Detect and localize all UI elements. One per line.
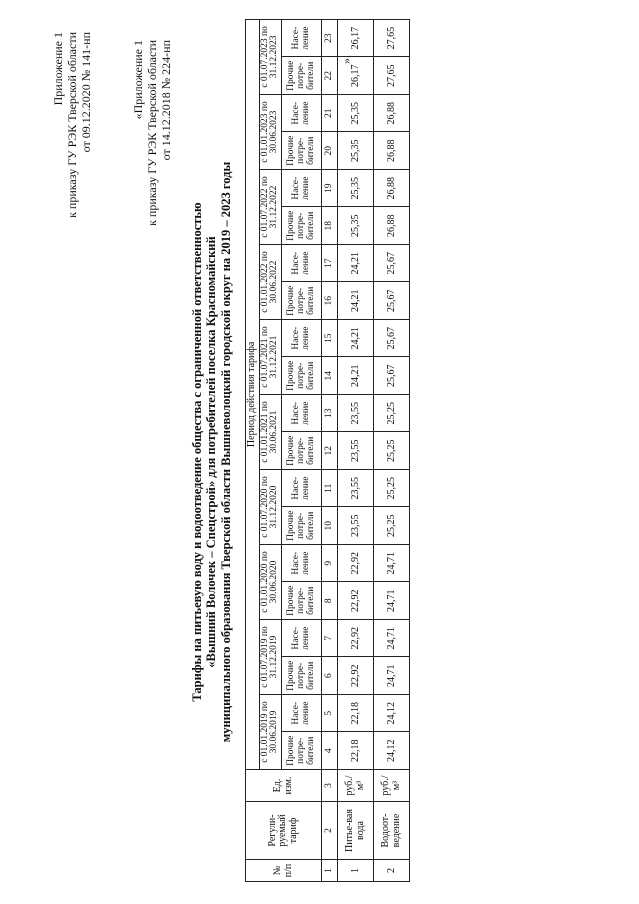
subheader-other: Прочие потре-бители (282, 282, 322, 320)
row-number: 1 (338, 860, 374, 882)
tariff-value: 24,21 (338, 282, 374, 320)
column-number: 12 (322, 432, 338, 470)
annex-title: Приложение 1 (51, 32, 65, 106)
subheader-other: Прочие потре-бители (282, 207, 322, 245)
column-number: 6 (322, 657, 338, 695)
annex-reference-old (132, 40, 173, 340)
annex-order-ref: к приказу ГУ РЭК Тверской области (144, 40, 159, 226)
title-line: муниципального образования Тверской области Вышневолоцкий городской округ на 2019 – 2023 годы (218, 161, 233, 743)
period-header: с 01.01.2021 по 30.06.2021 (259, 395, 282, 470)
tariff-value: 23,55 (338, 395, 374, 433)
subheader-other: Прочие потре-бители (282, 582, 322, 620)
period-header: с 01.07.2023 по 31.12.2023 (259, 19, 282, 94)
tariff-value: 22,92 (338, 620, 374, 658)
tariff-value: 25,35 (338, 95, 374, 133)
tariff-value: 23,55 (338, 470, 374, 508)
tariff-unit: руб./м³ (374, 770, 410, 802)
subheader-other: Прочие потре-бители (282, 657, 322, 695)
tariff-unit: руб./м³ (338, 770, 374, 802)
tariff-value: 24,21 (338, 245, 374, 283)
header-row-dates (259, 19, 282, 881)
tariff-name: Питье-вая вода (338, 802, 374, 860)
subheader-population: Насе-ление (282, 245, 322, 283)
tariff-value: 26,88 (374, 170, 410, 208)
column-number: 19 (322, 170, 338, 208)
tariff-table-wrapper (245, 20, 410, 882)
header-row-consumers (282, 19, 322, 881)
subheader-other: Прочие потре-бители (282, 507, 322, 545)
tariff-value: 24,12 (374, 695, 410, 733)
period-header: с 01.01.2022 по 30.06.2022 (259, 245, 282, 320)
tariff-value: 27,65 (374, 19, 410, 57)
annex-order-date: от 09.12.2020 № 141-нп (78, 32, 93, 153)
tariff-name: Водоот-ведение (374, 802, 410, 860)
subheader-population: Насе-ление (282, 170, 322, 208)
tariff-value: 27,65 (374, 57, 410, 95)
tariff-value: 25,25 (374, 507, 410, 545)
tariff-value: 25,67 (374, 357, 410, 395)
column-number: 20 (322, 132, 338, 170)
column-number: 9 (322, 545, 338, 583)
column-number: 2 (322, 802, 338, 860)
column-number: 21 (322, 95, 338, 133)
subheader-population: Насе-ление (282, 395, 322, 433)
tariff-value: 22,92 (338, 582, 374, 620)
subheader-population: Насе-ление (282, 545, 322, 583)
column-number: 1 (322, 860, 338, 882)
tariff-value: 25,35 (338, 132, 374, 170)
subheader-population: Насе-ление (282, 95, 322, 133)
row-number: 2 (374, 860, 410, 882)
tariff-value: 22,18 (338, 695, 374, 733)
column-number: 16 (322, 282, 338, 320)
tariff-value: 24,21 (338, 320, 374, 358)
column-number-row (322, 19, 338, 881)
tariff-value: 25,67 (374, 282, 410, 320)
tariff-value: 26,88 (374, 207, 410, 245)
tariff-value: 25,25 (374, 470, 410, 508)
period-header: с 01.07.2020 по 31.12.2020 (259, 470, 282, 545)
column-number: 3 (322, 770, 338, 802)
subheader-population: Насе-ление (282, 19, 322, 57)
tariff-value: 23,55 (338, 432, 374, 470)
period-header: с 01.07.2019 по 31.12.2019 (259, 620, 282, 695)
tariff-value: 25,25 (374, 432, 410, 470)
annex-order-ref: к приказу ГУ РЭК Тверской области (64, 32, 79, 218)
column-number: 17 (322, 245, 338, 283)
subheader-population: Насе-ление (282, 470, 322, 508)
title-line: «Вышний Волочек – Спецстрой» для потребителей поселка Красномайский (204, 236, 219, 668)
tariff-table (245, 19, 410, 882)
column-number: 22 (322, 57, 338, 95)
tariff-value: 26,88 (374, 95, 410, 133)
subheader-population: Насе-ление (282, 620, 322, 658)
subheader-other: Прочие потре-бители (282, 732, 322, 770)
subheader-other: Прочие потре-бители (282, 132, 322, 170)
period-header: с 01.07.2022 по 31.12.2022 (259, 170, 282, 245)
tariff-value: 24,71 (374, 582, 410, 620)
header-no: № п/п (246, 860, 322, 882)
tariff-value: 25,35 (338, 170, 374, 208)
subheader-population: Насе-ление (282, 320, 322, 358)
column-number: 11 (322, 470, 338, 508)
column-number: 14 (322, 357, 338, 395)
tariff-value: 25,25 (374, 395, 410, 433)
column-number: 8 (322, 582, 338, 620)
subheader-other: Прочие потре-бители (282, 432, 322, 470)
subheader-other: Прочие потре-бители (282, 357, 322, 395)
tariff-value: 23,55 (338, 507, 374, 545)
tariff-value: 25,35 (338, 207, 374, 245)
tariff-value: 24,71 (374, 545, 410, 583)
header-unit: Ед. изм. (246, 770, 322, 802)
tariff-value: 24,21 (338, 357, 374, 395)
table-row-wastewater (374, 19, 410, 881)
annex-title: «Приложение 1 (131, 40, 145, 120)
period-header: с 01.01.2020 по 30.06.2020 (259, 545, 282, 620)
tariff-value: 22,18 (338, 732, 374, 770)
table-row-drinking-water (338, 19, 374, 881)
tariff-value: 24,71 (374, 620, 410, 658)
tariff-value: 25,67 (374, 320, 410, 358)
tariff-value: 22,92 (338, 545, 374, 583)
annex-reference-new (52, 32, 93, 332)
column-number: 18 (322, 207, 338, 245)
column-number: 23 (322, 19, 338, 57)
annex-order-date: от 14.12.2018 № 224-нп (158, 40, 173, 161)
tariff-value: 26,88 (374, 132, 410, 170)
title-line: Тарифы на питьевую воду и водоотведение общества с ограниченной ответственностью (190, 202, 204, 702)
subheader-population: Насе-ление (282, 695, 322, 733)
column-number: 15 (322, 320, 338, 358)
period-header: с 01.01.2019 по 30.06.2019 (259, 695, 282, 770)
header-row-period (246, 19, 260, 881)
closing-quote-mark: ». (339, 55, 353, 64)
tariff-value: 25,67 (374, 245, 410, 283)
period-header: с 01.01.2023 по 30.06.2023 (259, 95, 282, 170)
header-tariff: Регули-руемый тариф (246, 802, 322, 860)
column-number: 5 (322, 695, 338, 733)
tariff-value: 26,17 (338, 19, 374, 57)
tariff-value: 22,92 (338, 657, 374, 695)
tariff-value: 26,17 (338, 57, 374, 95)
header-period: Период действия тарифа (246, 19, 260, 769)
tariff-value: 24,71 (374, 657, 410, 695)
column-number: 4 (322, 732, 338, 770)
column-number: 13 (322, 395, 338, 433)
period-header: с 01.07.2021 по 31.12.2021 (259, 320, 282, 395)
column-number: 7 (322, 620, 338, 658)
tariff-value: 24,12 (374, 732, 410, 770)
column-number: 10 (322, 507, 338, 545)
subheader-other: Прочие потре-бители (282, 57, 322, 95)
document-title (190, 0, 233, 904)
